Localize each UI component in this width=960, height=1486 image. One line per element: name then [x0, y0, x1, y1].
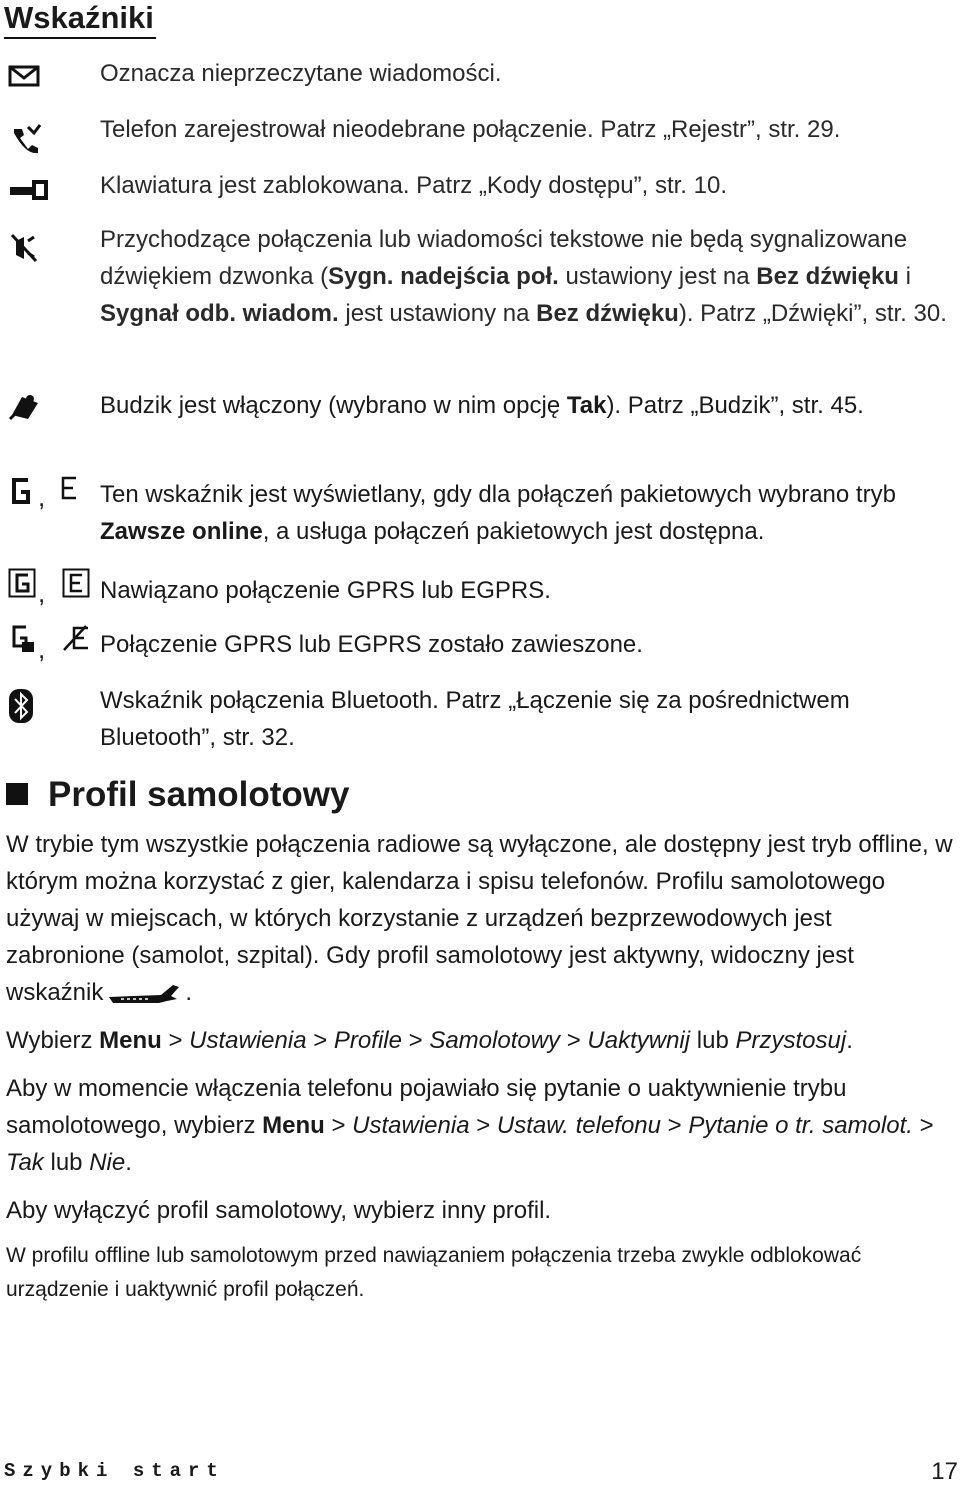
icon-separator: ,: [38, 634, 46, 664]
flight-profile-heading: Profil samolotowy: [6, 775, 349, 815]
bold-text: Bez dźwięku: [756, 263, 899, 290]
text-run: Przychodzące połączenia lub wiadomości tekstowe nie będą sygnalizowane dźwiękiem dzwonka (: [100, 226, 908, 290]
italic-text: Pytanie o tr. samolot.: [688, 1112, 913, 1139]
indicator-desc: Oznacza nieprzeczytane wiadomości.: [100, 60, 502, 87]
text-run: .: [125, 1149, 132, 1176]
text-run: >: [324, 1112, 353, 1139]
indicator-desc: Klawiatura jest zablokowana. Patrz „Kody dostępu”, str. 10.: [100, 172, 727, 199]
italic-text: Ustawienia: [352, 1112, 470, 1139]
italic-text: Przystosuj: [735, 1027, 847, 1054]
indicator-desc: [100, 476, 950, 550]
indicator-desc: Wskaźnik połączenia Bluetooth. Patrz „Łączenie się za pośrednictwem Bluetooth”, str. 32.: [100, 687, 850, 751]
text-run: lub: [690, 1027, 736, 1054]
indicator-desc: [100, 221, 950, 332]
title-underline: [4, 37, 156, 39]
footer-chapter: Szybki start: [4, 1460, 225, 1482]
gprs-suspended-icon: [8, 624, 36, 654]
text-run: >: [912, 1112, 934, 1139]
bold-text: Sygnał odb. wiadom.: [100, 300, 339, 327]
envelope-icon: [8, 63, 40, 89]
text-run: ). Patrz „Budzik”, str. 45.: [606, 392, 864, 419]
egprs-connected-icon: [62, 568, 90, 598]
text-run: Aby w momencie włączenia telefonu pojawiało się pytanie o uaktywnienie trybu samolotowego, wybierz: [6, 1075, 847, 1139]
bold-text: Menu: [262, 1112, 325, 1139]
icon-separator: ,: [38, 482, 46, 512]
flight-profile-note: W profilu offline lub samolotowym przed nawiązaniem połączenia trzeba zwykle odblokować urządzenie i uaktywnić profil połączeń.: [6, 1244, 862, 1301]
text-run: , a usługa połączeń pakietowych jest dostępna.: [262, 518, 765, 545]
flight-profile-paragraph-4: Aby wyłączyć profil samolotowy, wybierz inny profil.: [6, 1197, 552, 1224]
text-run: >: [401, 1027, 430, 1054]
heading-bullet: [6, 783, 28, 805]
italic-text: Ustaw. telefonu: [496, 1112, 662, 1139]
indicator-desc: Telefon zarejestrował nieodebrane połączenie. Patrz „Rejestr”, str. 29.: [100, 116, 841, 143]
keypad-lock-icon: [8, 179, 48, 201]
gprs-available-icon: [8, 476, 32, 506]
text-run: >: [161, 1027, 190, 1054]
text-run: >: [306, 1027, 334, 1054]
airplane-icon: [107, 981, 181, 1007]
bold-text: Menu: [99, 1027, 162, 1054]
bluetooth-icon: [8, 688, 34, 724]
bold-text: Bez dźwięku: [536, 300, 679, 327]
text-run: i: [898, 263, 911, 290]
text-run: jest ustawiony na: [338, 300, 537, 327]
text-run: lub: [43, 1149, 90, 1176]
italic-text: Nie: [89, 1149, 126, 1176]
text-run: >: [469, 1112, 497, 1139]
italic-text: Uaktywnij: [587, 1027, 691, 1054]
alarm-clock-icon: [8, 391, 42, 421]
gprs-connected-icon: [8, 568, 36, 598]
text-run: Budzik jest włączony (wybrano w nim opcję: [100, 392, 567, 419]
bold-text: Sygn. nadejścia poł.: [328, 263, 559, 290]
egprs-available-icon: [60, 476, 78, 500]
text-run: Ten wskaźnik jest wyświetlany, gdy dla połączeń pakietowych wybrano tryb: [100, 481, 896, 508]
missed-call-icon: [8, 121, 44, 157]
text-run: ustawiony jest na: [558, 263, 757, 290]
text-run: >: [661, 1112, 689, 1139]
text-run: ). Patrz „Dźwięki”, str. 30.: [678, 300, 947, 327]
icon-separator: ,: [38, 578, 46, 608]
text-run: .: [846, 1027, 853, 1054]
italic-text: Tak: [6, 1149, 44, 1176]
text-run: >: [560, 1027, 588, 1054]
section-title: Wskaźniki: [4, 0, 154, 35]
indicator-desc: Nawiązano połączenie GPRS lub EGPRS.: [100, 577, 551, 604]
bold-text: Tak: [566, 392, 607, 419]
bold-text: Zawsze online: [100, 518, 263, 545]
italic-text: Samolotowy: [429, 1027, 561, 1054]
italic-text: Ustawienia: [189, 1027, 307, 1054]
flight-profile-paragraph-1: W trybie tym wszystkie połączenia radiowe są wyłączone, ale dostępny jest tryb offline, w którym można korzystać z gier, kalendarza i spisu telefonów. Profilu samolotowego używaj w miejscach, w których korzystanie z urządzeń bezprzewodowych jest zabronione (samolot, szpital). Gdy profil samolotowy jest aktywny, widoczny jest wskaźnik .: [6, 831, 953, 1006]
egprs-suspended-icon: [62, 624, 92, 654]
indicator-desc: Połączenie GPRS lub EGPRS zostało zawieszone.: [100, 631, 643, 658]
italic-text: Profile: [333, 1027, 402, 1054]
flight-profile-paragraph-2: [6, 1022, 956, 1059]
text-run: Wybierz: [6, 1027, 100, 1054]
silent-icon: [8, 231, 40, 265]
footer-page-number: 17: [931, 1458, 958, 1485]
indicator-desc: [100, 387, 950, 424]
flight-profile-paragraph-3: [6, 1070, 956, 1181]
